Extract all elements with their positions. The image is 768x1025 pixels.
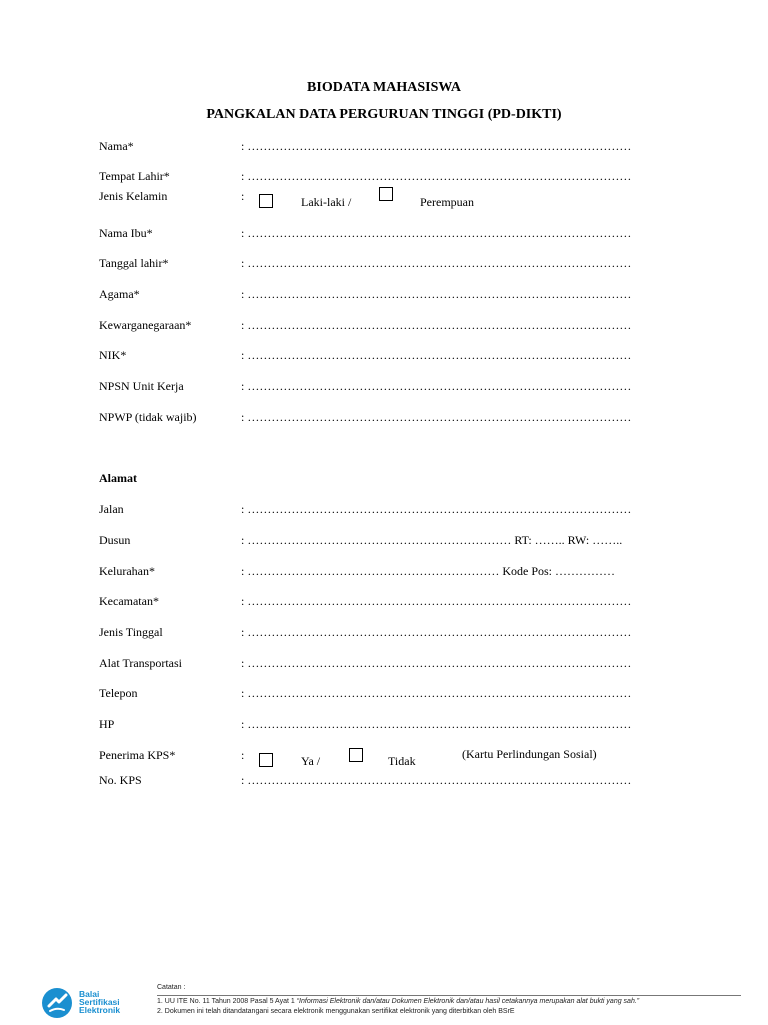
label-kelurahan: Kelurahan* (99, 564, 155, 578)
checkbox-kps-tidak[interactable] (349, 748, 363, 762)
label-kewarganegaraan: Kewarganegaraan* (99, 318, 192, 332)
label-nik: NIK* (99, 348, 127, 362)
checkbox-laki-laki[interactable] (259, 194, 273, 208)
label-kps-ya: Ya / (301, 754, 321, 768)
label-jenis-kelamin: Jenis Kelamin (99, 189, 168, 203)
bsre-logo-icon (40, 986, 74, 1020)
checkbox-perempuan[interactable] (379, 187, 393, 201)
input-kewarganegaraan[interactable]: : …………………………………………………………………………………… (241, 318, 632, 332)
label-hp: HP (99, 717, 115, 731)
checkbox-kps-ya[interactable] (259, 753, 273, 767)
input-kelurahan-kode-pos[interactable]: : ……………………………………………………… Kode Pos: …………… (241, 564, 616, 578)
input-agama[interactable]: : …………………………………………………………………………………… (241, 287, 632, 301)
footer-divider (157, 995, 741, 996)
label-nama: Nama* (99, 139, 134, 153)
logo-line-2: Sertifikasi (79, 997, 120, 1007)
page-title: BIODATA MAHASISWA (307, 80, 461, 95)
footer-notes-title: Catatan : (157, 984, 186, 991)
label-jalan: Jalan (99, 502, 124, 516)
label-alat-transportasi: Alat Transportasi (99, 656, 183, 670)
input-jenis-tinggal[interactable]: : …………………………………………………………………………………… (241, 625, 632, 639)
label-perempuan: Perempuan (420, 195, 474, 209)
input-kecamatan[interactable]: : …………………………………………………………………………………… (241, 594, 632, 608)
logo-line-3: Elektronik (79, 1005, 121, 1015)
logo-line-1: Balai (79, 989, 100, 999)
label-npsn: NPSN Unit Kerja (99, 379, 184, 393)
kps-note: (Kartu Perlindungan Sosial) (462, 747, 597, 761)
input-tempat-lahir[interactable]: : …………………………………………………………………………………… (241, 169, 632, 183)
input-alat-transportasi[interactable]: : …………………………………………………………………………………… (241, 656, 632, 670)
label-tempat-lahir: Tempat Lahir* (99, 169, 170, 183)
input-telepon[interactable]: : …………………………………………………………………………………… (241, 686, 632, 700)
bsre-logo-text (79, 990, 120, 1014)
label-laki-laki: Laki-laki / (301, 195, 352, 209)
footer-note-1-quote: “Informasi Elektronik dan/atau Dokumen Elektronik dan/atau hasil cetakannya merupakan alat bukti yang sah.” (296, 998, 640, 1005)
footer-note-2: 2. Dokumen ini telah ditandatangani secara elektronik menggunakan sertifikat elektronik yang diterbitkan oleh BSrE (157, 1008, 515, 1015)
input-nama-ibu[interactable]: : …………………………………………………………………………………… (241, 226, 632, 240)
footer-note-1-prefix: 1. UU ITE No. 11 Tahun 2008 Pasal 5 Ayat 1 (157, 998, 297, 1005)
label-agama: Agama* (99, 287, 140, 301)
input-npwp[interactable]: : …………………………………………………………………………………… (241, 410, 632, 424)
footer-note-1 (157, 998, 639, 1005)
label-npwp: NPWP (tidak wajib) (99, 410, 197, 424)
label-no-kps: No. KPS (99, 773, 142, 787)
gender-colon: : (241, 189, 245, 203)
input-nama[interactable]: : …………………………………………………………………………………… (241, 139, 632, 153)
label-penerima-kps: Penerima KPS* (99, 748, 176, 762)
label-jenis-tinggal: Jenis Tinggal (99, 625, 163, 639)
input-jalan[interactable]: : …………………………………………………………………………………… (241, 502, 632, 516)
input-hp[interactable]: : …………………………………………………………………………………… (241, 717, 632, 731)
label-kps-tidak: Tidak (388, 754, 416, 768)
input-nik[interactable]: : …………………………………………………………………………………… (241, 348, 632, 362)
input-npsn[interactable]: : …………………………………………………………………………………… (241, 379, 632, 393)
label-telepon: Telepon (99, 686, 138, 700)
input-no-kps[interactable]: : …………………………………………………………………………………… (241, 773, 632, 787)
page-subtitle: PANGKALAN DATA PERGURUAN TINGGI (PD-DIKTI) (206, 107, 562, 122)
kps-colon: : (241, 748, 245, 762)
input-tanggal-lahir[interactable]: : …………………………………………………………………………………… (241, 256, 632, 270)
label-nama-ibu: Nama Ibu* (99, 226, 153, 240)
section-heading-alamat: Alamat (99, 471, 137, 485)
label-dusun: Dusun (99, 533, 131, 547)
label-tanggal-lahir: Tanggal lahir* (99, 256, 169, 270)
input-dusun-rt-rw[interactable]: : ………………………………………………………… RT: …….. RW: …….. (241, 533, 623, 547)
label-kecamatan: Kecamatan* (99, 594, 159, 608)
